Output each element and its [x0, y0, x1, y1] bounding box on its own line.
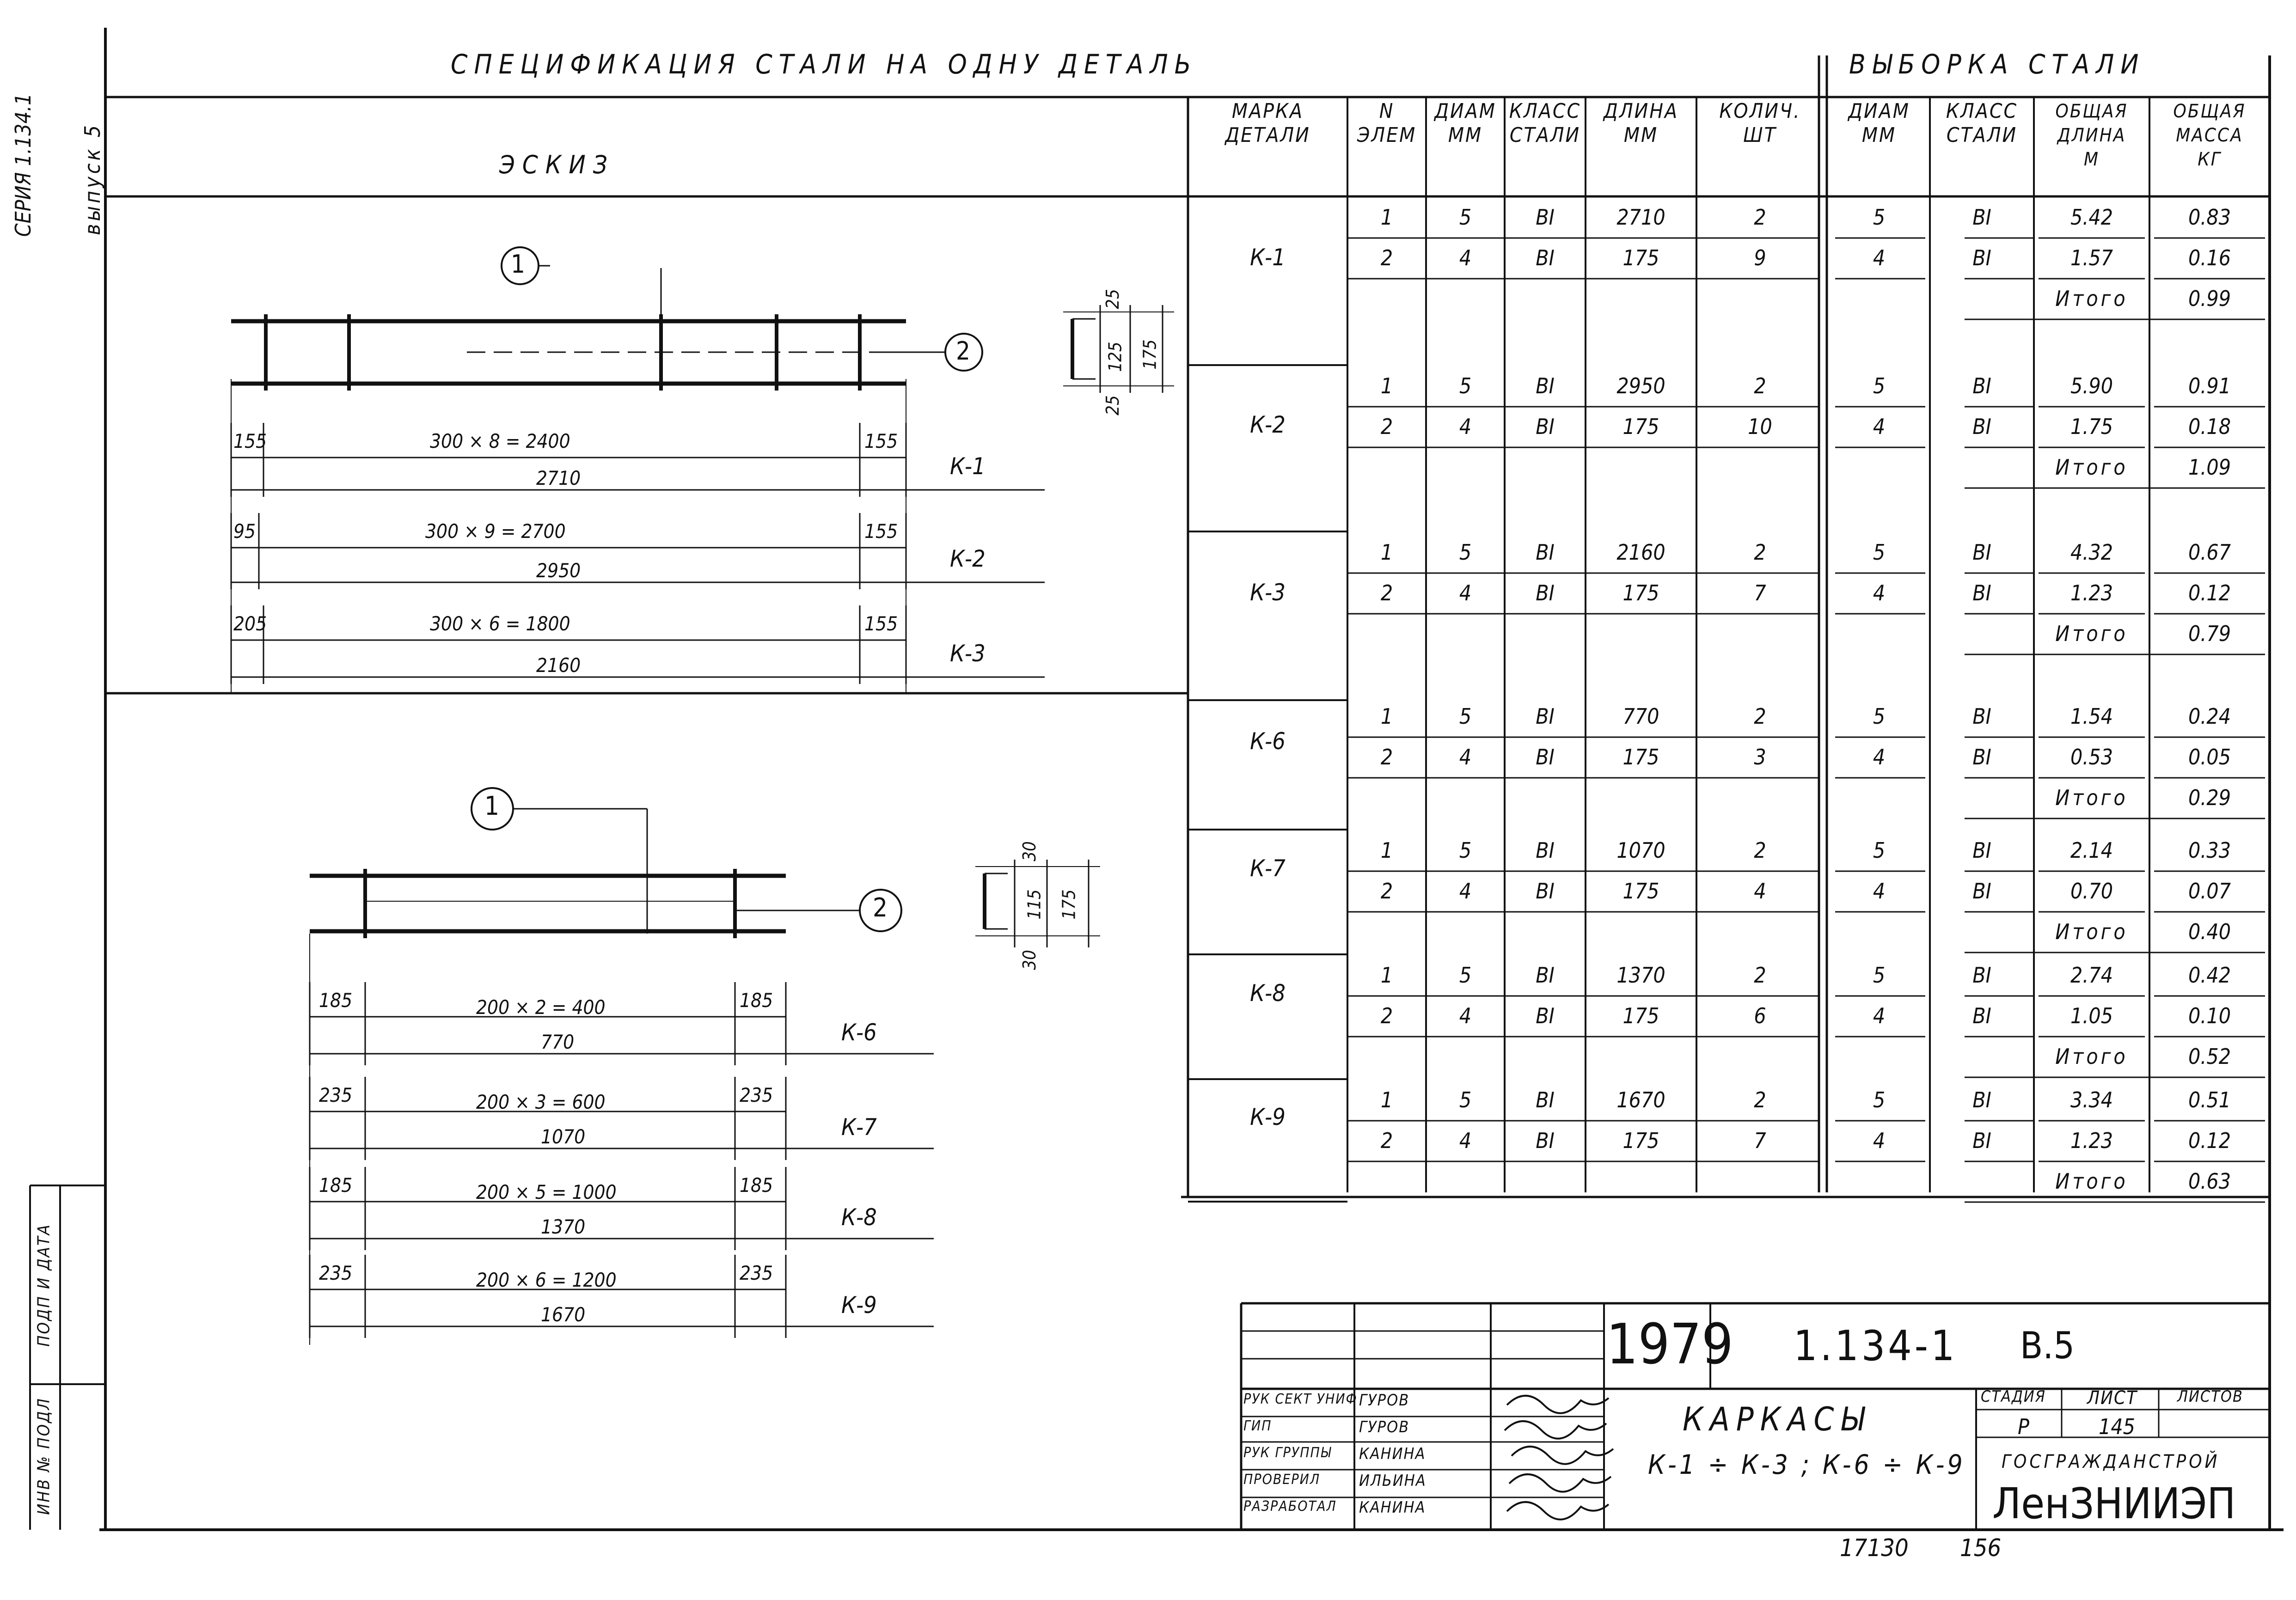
table-cell: ВI — [1536, 1128, 1555, 1153]
table-cell: 0.51 — [2188, 1087, 2231, 1112]
table-cell: 5 — [1873, 963, 1886, 988]
dim-left-b: 185 — [319, 1174, 353, 1197]
table-cell: 5 — [1459, 540, 1472, 565]
table-cell: 5 — [1459, 838, 1472, 863]
table-cell: 2 — [1380, 414, 1393, 439]
table-cell: 2 — [1380, 245, 1393, 270]
table-cell: 175 — [1623, 1128, 1659, 1153]
table-cell: 5 — [1873, 704, 1886, 729]
table-cell: 4 — [1873, 580, 1886, 605]
table-cell: ВI — [1536, 373, 1555, 398]
dim-middle-b: 200 × 5 = 1000 — [476, 1181, 617, 1203]
table-total-label: Итого — [2055, 1044, 2128, 1069]
table-cell: 175 — [1623, 245, 1659, 270]
table-cell: 10 — [1748, 414, 1772, 439]
table-cell: 5 — [1459, 963, 1472, 988]
table-cell: 5 — [1873, 1087, 1886, 1112]
series-side-label: СЕРИЯ 1.134.1 — [11, 93, 36, 237]
table-header-cell: ДИАМ ММ — [1434, 99, 1496, 147]
dim-total-b: 1370 — [541, 1215, 586, 1238]
table-cell: ВI — [1972, 963, 1991, 988]
tb-role-label: ПРОВЕРИЛ — [1243, 1472, 1321, 1488]
dim-right: 155 — [864, 520, 898, 543]
table-cell: 4.32 — [2070, 540, 2113, 565]
table-cell: ВI — [1972, 205, 1991, 230]
table-cell: 2 — [1380, 879, 1393, 904]
table-cell: 0.18 — [2188, 414, 2231, 439]
stamp-inv-label: ИНВ № ПОДЛ — [34, 1397, 54, 1515]
dim-total-b: 1070 — [541, 1125, 586, 1148]
table-cell: 2710 — [1616, 205, 1665, 230]
table-cell: ВI — [1536, 838, 1555, 863]
section-dim-b: 125 — [1105, 342, 1126, 372]
table-mark-cell: К-9 — [1250, 1103, 1286, 1130]
table-cell: 7 — [1754, 580, 1766, 605]
bottom-num-2: 156 — [1960, 1534, 2002, 1562]
table-cell: ВI — [1972, 245, 1991, 270]
tb-role-name: ИЛЬИНА — [1359, 1472, 1427, 1490]
table-cell: 1.23 — [2070, 1128, 2113, 1153]
table-cell: 5 — [1459, 704, 1472, 729]
dim-left-b: 235 — [319, 1084, 353, 1106]
section-dim-total: 175 — [1139, 339, 1160, 370]
tb-role-label: ГИП — [1243, 1418, 1272, 1434]
table-cell: ВI — [1536, 704, 1555, 729]
table-cell: 1.23 — [2070, 580, 2113, 605]
table-cell: 1.57 — [2070, 245, 2113, 270]
table-cell: 175 — [1623, 414, 1659, 439]
table-cell: ВI — [1972, 879, 1991, 904]
table-total-label: Итого — [2055, 286, 2128, 311]
tb-sheet-header: ЛИСТ — [2087, 1387, 2138, 1409]
tb-role-label: РАЗРАБОТАЛ — [1243, 1498, 1337, 1515]
table-cell: 1.75 — [2070, 414, 2113, 439]
stamp-sign-label: ПОДП И ДАТА — [34, 1223, 54, 1347]
table-cell: ВI — [1536, 1087, 1555, 1112]
table-cell: 1 — [1380, 1087, 1393, 1112]
table-header-cell: МАРКА ДЕТАЛИ — [1225, 99, 1310, 147]
table-cell: 0.16 — [2188, 245, 2231, 270]
table-cell: 4 — [1459, 745, 1472, 769]
dim-total-b: 770 — [541, 1031, 575, 1053]
table-cell: 5 — [1873, 205, 1886, 230]
tb-stage-header: СТАДИЯ — [1981, 1387, 2046, 1406]
dim-left: 95 — [233, 520, 256, 543]
table-cell: 4 — [1873, 1128, 1886, 1153]
pos2-label-b: 2 — [873, 893, 888, 923]
table-cell: ВI — [1972, 1087, 1991, 1112]
dim-right-b: 185 — [740, 989, 773, 1012]
table-header-cell: ДЛИНА ММ — [1603, 99, 1679, 147]
table-cell: 5 — [1459, 205, 1472, 230]
table-mark-cell: К-8 — [1250, 980, 1286, 1007]
table-cell: 4 — [1459, 1003, 1472, 1028]
table-cell: ВI — [1972, 1003, 1991, 1028]
table-cell: 4 — [1754, 879, 1766, 904]
table-cell: 4 — [1873, 1003, 1886, 1028]
table-total-value: 0.63 — [2188, 1169, 2231, 1194]
table-total-value: 0.40 — [2188, 919, 2231, 944]
dim-right-b: 235 — [740, 1084, 773, 1106]
tb-issue: В.5 — [2020, 1324, 2075, 1367]
table-cell: 0.10 — [2188, 1003, 2231, 1028]
table-cell: 2950 — [1616, 373, 1665, 398]
table-total-value: 0.79 — [2188, 621, 2231, 646]
pos1-label-b: 1 — [484, 791, 500, 821]
dim-mark-b: К-6 — [841, 1019, 877, 1046]
table-mark-cell: К-2 — [1250, 411, 1286, 438]
dim-middle: 300 × 6 = 1800 — [430, 612, 570, 635]
dim-mark-b: К-8 — [841, 1204, 877, 1231]
table-cell: 0.91 — [2188, 373, 2231, 398]
table-cell: 7 — [1754, 1128, 1766, 1153]
table-cell: 175 — [1623, 745, 1659, 769]
tb-role-name: КАНИНА — [1359, 1445, 1426, 1463]
tb-year: 1979 — [1606, 1313, 1733, 1377]
table-cell: 5 — [1459, 373, 1472, 398]
table-cell: 5 — [1873, 373, 1886, 398]
table-cell: 5.90 — [2070, 373, 2113, 398]
table-cell: 2 — [1754, 205, 1766, 230]
table-mark-cell: К-3 — [1250, 579, 1286, 606]
table-cell: ВI — [1536, 963, 1555, 988]
table-cell: 5.42 — [2070, 205, 2113, 230]
table-cell: 2 — [1380, 580, 1393, 605]
tb-institute: ЛенЗНИИЭП — [1992, 1479, 2236, 1528]
table-cell: 4 — [1873, 414, 1886, 439]
dim-middle: 300 × 9 = 2700 — [425, 520, 566, 543]
dim-left-b: 235 — [319, 1262, 353, 1284]
table-cell: 3.34 — [2070, 1087, 2113, 1112]
dim-middle-b: 200 × 2 = 400 — [476, 996, 606, 1019]
table-cell: 770 — [1623, 704, 1659, 729]
pos1-label: 1 — [511, 250, 525, 279]
table-cell: 175 — [1623, 1003, 1659, 1028]
dim-mark: К-3 — [950, 640, 986, 667]
table-cell: 4 — [1459, 1128, 1472, 1153]
table-cell: ВI — [1972, 373, 1991, 398]
table-cell: 2160 — [1616, 540, 1665, 565]
table-cell: 2 — [1754, 963, 1766, 988]
table-cell: 4 — [1459, 879, 1472, 904]
table-cell: 1 — [1380, 373, 1393, 398]
table-cell: 2 — [1754, 704, 1766, 729]
dim-left-b: 185 — [319, 989, 353, 1012]
table-cell: 0.33 — [2188, 838, 2231, 863]
section-dim-c-b: 30 — [1019, 950, 1040, 970]
section-dim-c: 25 — [1102, 395, 1123, 415]
table-cell: ВI — [1972, 1128, 1991, 1153]
tb-subtitle: К-1 ÷ К-3 ; К-6 ÷ К-9 — [1648, 1449, 1965, 1480]
dim-right-b: 185 — [740, 1174, 773, 1197]
table-cell: 2 — [1380, 745, 1393, 769]
table-mark-cell: К-7 — [1250, 855, 1286, 882]
tb-sheets-header: ЛИСТОВ — [2177, 1387, 2243, 1406]
tb-code: 1.134-1 — [1794, 1322, 1958, 1370]
table-cell: 2.74 — [2070, 963, 2113, 988]
table-cell: 0.42 — [2188, 963, 2231, 988]
table-cell: 4 — [1873, 879, 1886, 904]
table-cell: 1 — [1380, 540, 1393, 565]
dim-right: 155 — [864, 430, 898, 452]
dim-right-b: 235 — [740, 1262, 773, 1284]
dim-right: 155 — [864, 612, 898, 635]
table-cell: ВI — [1972, 540, 1991, 565]
table-cell: 4 — [1459, 245, 1472, 270]
issue-side-label: выпуск 5 — [80, 122, 105, 235]
section-dim-total-b: 175 — [1059, 889, 1079, 920]
section-dim-a-b: 30 — [1019, 841, 1040, 861]
table-header-cell: N ЭЛЕМ — [1357, 99, 1417, 147]
table-cell: 3 — [1754, 745, 1766, 769]
table-total-value: 0.29 — [2188, 785, 2231, 810]
table-total-label: Итого — [2055, 455, 2128, 480]
table-cell: 1670 — [1616, 1087, 1665, 1112]
tb-role-name: КАНИНА — [1359, 1498, 1426, 1517]
table-cell: 4 — [1459, 580, 1472, 605]
table-cell: 5 — [1873, 838, 1886, 863]
tb-org: ГОСГРАЖДАНСТРОЙ — [2002, 1451, 2220, 1472]
table-cell: 2 — [1754, 540, 1766, 565]
table-cell: 1.54 — [2070, 704, 2113, 729]
table-header-cell: КОЛИЧ. ШТ — [1719, 99, 1801, 147]
table-cell: 2 — [1754, 373, 1766, 398]
table-cell: ВI — [1536, 1003, 1555, 1028]
dim-total: 2950 — [536, 559, 581, 582]
table-header-cell: ДИАМ ММ — [1848, 99, 1910, 147]
sketch-label: ЭСКИЗ — [499, 150, 615, 179]
table-header-cell: КЛАСС СТАЛИ — [1946, 99, 2018, 147]
table-total-value: 1.09 — [2188, 455, 2231, 480]
table-cell: ВI — [1536, 245, 1555, 270]
table-cell: 2 — [1380, 1128, 1393, 1153]
table-total-value: 0.99 — [2188, 286, 2231, 311]
table-cell: 0.05 — [2188, 745, 2231, 769]
table-total-label: Итого — [2055, 621, 2128, 646]
table-cell: 1 — [1380, 963, 1393, 988]
table-cell: 0.12 — [2188, 1128, 2231, 1153]
table-cell: ВI — [1972, 838, 1991, 863]
tb-title: КАРКАСЫ — [1683, 1400, 1871, 1438]
table-cell: 4 — [1873, 245, 1886, 270]
table-cell: ВI — [1536, 580, 1555, 605]
spec-title: СПЕЦИФИКАЦИЯ СТАЛИ НА ОДНУ ДЕТАЛЬ — [451, 49, 1198, 80]
dim-left: 205 — [233, 612, 267, 635]
table-cell: 175 — [1623, 879, 1659, 904]
tb-role-name: ГУРОВ — [1359, 1391, 1410, 1410]
dim-total: 2710 — [536, 467, 581, 489]
table-cell: 0.07 — [2188, 879, 2231, 904]
table-cell: 1 — [1380, 205, 1393, 230]
dim-left: 155 — [233, 430, 267, 452]
dim-total-b: 1670 — [541, 1303, 586, 1326]
section-dim-b-b: 115 — [1024, 889, 1045, 920]
table-cell: 2 — [1754, 838, 1766, 863]
table-cell: ВI — [1536, 879, 1555, 904]
section-dim-a: 25 — [1102, 289, 1123, 309]
table-cell: 6 — [1754, 1003, 1766, 1028]
table-cell: ВI — [1972, 704, 1991, 729]
dim-middle-b: 200 × 3 = 600 — [476, 1091, 606, 1113]
table-cell: ВI — [1536, 205, 1555, 230]
table-cell: 1.05 — [2070, 1003, 2113, 1028]
table-header-cell: КЛАСС СТАЛИ — [1509, 99, 1581, 147]
table-cell: 2 — [1380, 1003, 1393, 1028]
dim-middle-b: 200 × 6 = 1200 — [476, 1269, 617, 1291]
dim-mark-b: К-9 — [841, 1292, 877, 1319]
table-cell: 0.70 — [2070, 879, 2113, 904]
table-cell: 0.83 — [2188, 205, 2231, 230]
table-cell: ВI — [1972, 414, 1991, 439]
table-total-label: Итого — [2055, 919, 2128, 944]
tb-role-name: ГУРОВ — [1359, 1418, 1410, 1436]
table-cell: 0.67 — [2188, 540, 2231, 565]
table-header-cell: ОБЩАЯ МАССА КГ — [2173, 101, 2246, 170]
table-cell: 2 — [1754, 1087, 1766, 1112]
table-cell: 0.12 — [2188, 580, 2231, 605]
dim-mark-b: К-7 — [841, 1114, 877, 1141]
table-total-value: 0.52 — [2188, 1044, 2231, 1069]
table-cell: 5 — [1459, 1087, 1472, 1112]
table-cell: 1 — [1380, 838, 1393, 863]
table-total-label: Итого — [2055, 1169, 2128, 1194]
table-cell: 0.24 — [2188, 704, 2231, 729]
table-cell: 1370 — [1616, 963, 1665, 988]
table-cell: 5 — [1873, 540, 1886, 565]
tb-role-label: РУК ГРУППЫ — [1243, 1445, 1332, 1461]
table-mark-cell: К-1 — [1250, 244, 1286, 271]
table-cell: ВI — [1536, 540, 1555, 565]
dim-total: 2160 — [536, 654, 581, 677]
table-cell: ВI — [1972, 580, 1991, 605]
dim-mark: К-1 — [950, 453, 986, 480]
dim-middle: 300 × 8 = 2400 — [430, 430, 570, 452]
table-cell: 175 — [1623, 580, 1659, 605]
table-cell: 9 — [1754, 245, 1766, 270]
sample-title: ВЫБОРКА СТАЛИ — [1849, 49, 2145, 80]
table-cell: ВI — [1536, 414, 1555, 439]
table-header-cell: ОБЩАЯ ДЛИНА М — [2055, 101, 2128, 170]
table-cell: 2.14 — [2070, 838, 2113, 863]
table-mark-cell: К-6 — [1250, 728, 1286, 755]
bottom-num-1: 17130 — [1840, 1534, 1909, 1562]
pos2-label: 2 — [956, 336, 970, 366]
table-cell: ВI — [1536, 745, 1555, 769]
table-cell: 4 — [1873, 745, 1886, 769]
table-cell: 0.53 — [2070, 745, 2113, 769]
tb-sheet: 145 — [2099, 1414, 2135, 1439]
table-cell: 1070 — [1616, 838, 1665, 863]
tb-role-label: РУК СЕКТ УНИФ — [1243, 1391, 1358, 1407]
dim-mark: К-2 — [950, 545, 986, 572]
table-total-label: Итого — [2055, 785, 2128, 810]
table-cell: 4 — [1459, 414, 1472, 439]
tb-stage: Р — [2018, 1414, 2029, 1439]
table-cell: ВI — [1972, 745, 1991, 769]
table-cell: 1 — [1380, 704, 1393, 729]
